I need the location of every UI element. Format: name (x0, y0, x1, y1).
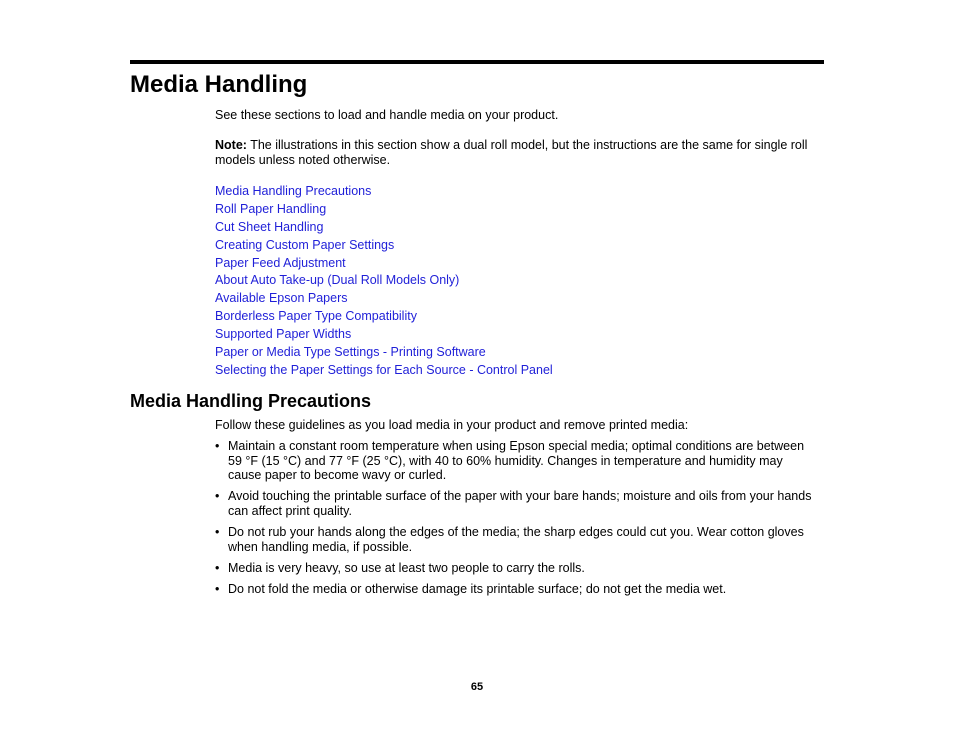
link-item (215, 345, 553, 363)
list-item (215, 489, 815, 518)
list-item (215, 525, 815, 554)
list-item (215, 582, 815, 597)
link-paper-feed-adjustment[interactable]: Paper Feed Adjustment (215, 255, 346, 270)
header-rule (130, 60, 824, 64)
bullet-icon: • (215, 524, 220, 539)
list-item-text: Do not rub your hands along the edges of the media; the sharp edges could cut you. Wear cotton gloves when handling media, if possible. (228, 524, 804, 554)
link-cut-sheet-handling[interactable]: Cut Sheet Handling (215, 219, 324, 234)
bullet-icon: • (215, 439, 220, 453)
link-item (215, 363, 553, 381)
link-borderless-paper-type-compatibility[interactable]: Borderless Paper Type Compatibility (215, 309, 417, 324)
link-available-epson-papers[interactable]: Available Epson Papers (215, 291, 348, 306)
list-item (215, 439, 815, 483)
note-text: The illustrations in this section show a dual roll model, but the instructions are the same for single roll models unless noted otherwise. (215, 138, 808, 167)
bullet-icon: • (215, 560, 220, 575)
link-item (215, 291, 553, 309)
link-about-auto-take-up[interactable]: About Auto Take-up (Dual Roll Models Only) (215, 273, 460, 288)
section-links-list (215, 184, 553, 381)
list-item-text: Media is very heavy, so use at least two people to carry the rolls. (228, 560, 585, 575)
list-item (215, 561, 815, 576)
note-label: Note: (215, 138, 247, 152)
link-media-handling-precautions[interactable]: Media Handling Precautions (215, 184, 372, 198)
link-item (215, 256, 553, 274)
list-item-text: Do not fold the media or otherwise damage its printable surface; do not get the media wet. (228, 581, 727, 596)
bullet-icon: • (215, 489, 220, 504)
note-paragraph (215, 138, 815, 168)
page-title: Media Handling (130, 71, 308, 98)
link-item (215, 184, 553, 202)
link-creating-custom-paper-settings[interactable]: Creating Custom Paper Settings (215, 237, 395, 252)
intro-paragraph: See these sections to load and handle media on your product. (215, 108, 559, 122)
link-paper-or-media-type-settings[interactable]: Paper or Media Type Settings - Printing Software (215, 345, 486, 360)
link-item (215, 202, 553, 220)
link-item (215, 309, 553, 327)
page-number: 65 (470, 681, 484, 693)
section-intro-paragraph: Follow these guidelines as you load media in your product and remove printed media: (215, 418, 689, 432)
link-selecting-paper-settings-each-source[interactable]: Selecting the Paper Settings for Each Source - Control Panel (215, 362, 553, 377)
precautions-list (215, 439, 815, 603)
link-supported-paper-widths[interactable]: Supported Paper Widths (215, 327, 352, 342)
link-item (215, 238, 553, 256)
bullet-icon: • (215, 581, 220, 596)
list-item-text: Maintain a constant room temperature when using Epson special media; optimal conditions are between 59 °F (15 °C) and 77 °F (25 °C), with 40 to 60% humidity. Changes in temperature and humidity may cause paper to become wavy or curled. (228, 439, 805, 483)
link-roll-paper-handling[interactable]: Roll Paper Handling (215, 201, 327, 216)
list-item-text: Avoid touching the printable surface of the paper with your bare hands; moisture and oils from your hands can affect print quality. (228, 489, 812, 518)
link-item (215, 273, 553, 291)
section-heading: Media Handling Precautions (130, 391, 372, 411)
link-item (215, 220, 553, 238)
link-item (215, 327, 553, 345)
